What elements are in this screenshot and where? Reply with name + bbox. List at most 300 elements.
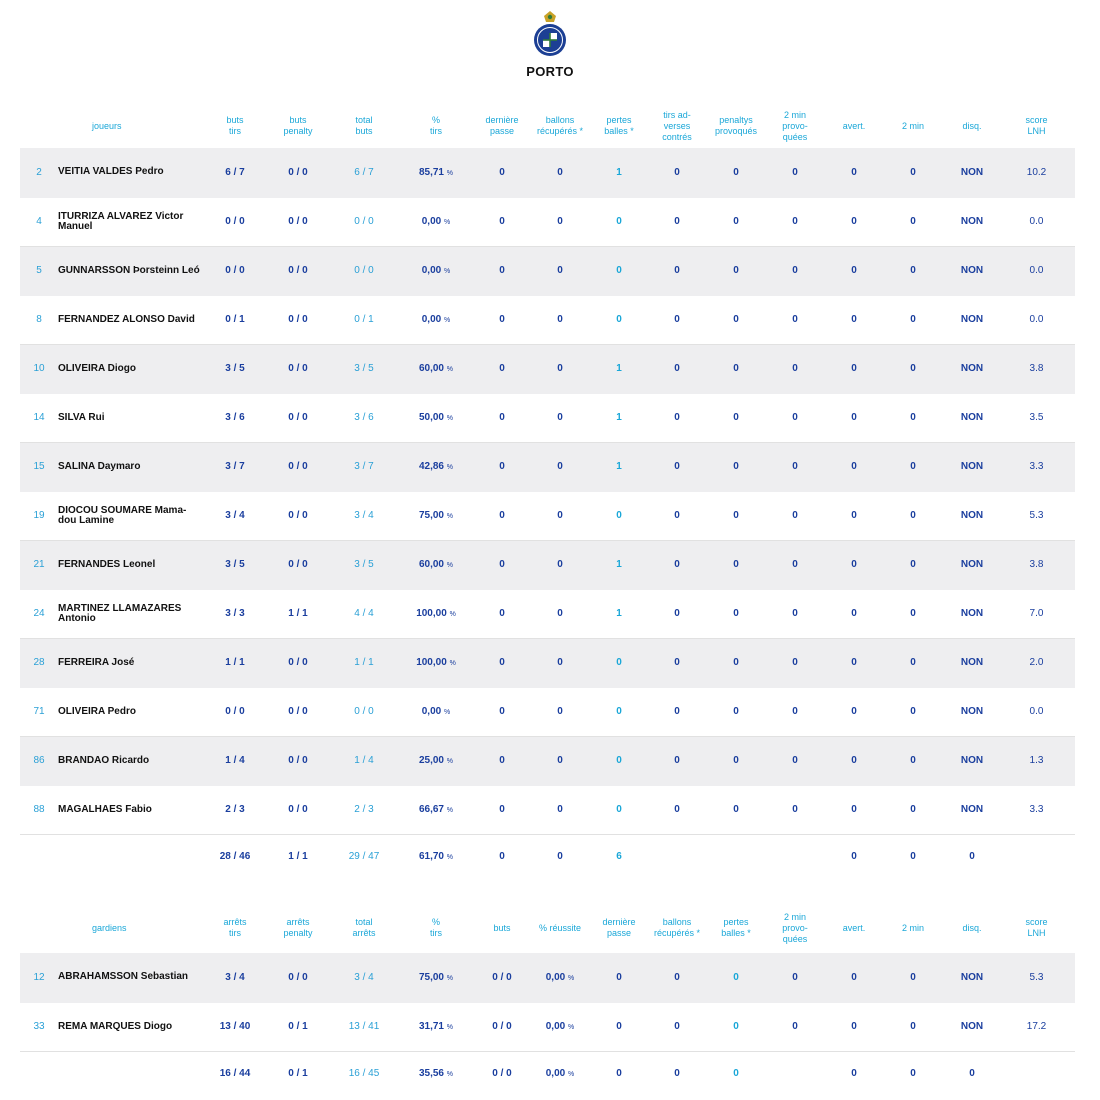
stat-score: 1.3 <box>998 736 1075 785</box>
stat-pct: 85,71 % <box>394 148 478 197</box>
player-number: 19 <box>20 491 58 540</box>
column-header: dernière passe <box>602 917 636 938</box>
stat-deux_min_prov: 0 <box>762 1002 828 1051</box>
stat-score: 0.0 <box>998 295 1075 344</box>
stat-ballons: 0 <box>644 953 710 1002</box>
stat-buts_penalty: 0 / 0 <box>262 197 334 246</box>
stat-derniere_passe: 0 <box>478 491 526 540</box>
total-buts_penalty: 1 / 1 <box>288 851 308 863</box>
column-header: buts penalty <box>283 115 313 136</box>
stat-pct: 31,71 % <box>394 1002 478 1051</box>
stat-pertes: 0 <box>594 736 644 785</box>
player-name: SILVA Rui <box>58 393 208 442</box>
column-header: tirs ad- verses contrés <box>662 109 692 142</box>
stat-penaltys: 0 <box>710 148 762 197</box>
stat-tirs_contres: 0 <box>644 736 710 785</box>
stat-tirs_contres: 0 <box>644 197 710 246</box>
player-number: 4 <box>20 197 58 246</box>
team-name: PORTO <box>526 64 574 79</box>
player-name: VEITIA VALDES Pedro <box>58 148 208 197</box>
column-header: 2 min <box>901 922 924 933</box>
stat-disq: NON <box>946 197 998 246</box>
percent-unit: % <box>446 854 454 862</box>
stat-derniere_passe: 0 <box>478 148 526 197</box>
percent-unit: % <box>446 807 454 814</box>
player-number: 33 <box>20 1002 58 1051</box>
player-number: 14 <box>20 393 58 442</box>
stat-disq: NON <box>946 246 998 295</box>
stat-penaltys: 0 <box>710 638 762 687</box>
stat-buts_penalty: 0 / 0 <box>262 393 334 442</box>
stat-avert: 0 <box>828 491 880 540</box>
stat-derniere_passe: 0 <box>478 442 526 491</box>
stat-score: 0.0 <box>998 246 1075 295</box>
column-header: 2 min <box>901 120 924 131</box>
total-deux_min_prov <box>762 1051 828 1096</box>
column-header: arrêts tirs <box>223 917 247 938</box>
percent-unit: % <box>449 611 456 618</box>
player-row <box>20 246 1075 295</box>
stat-arrets_penalty: 0 / 1 <box>262 1002 334 1051</box>
stat-deux_min_prov: 0 <box>762 638 828 687</box>
stat-disq: NON <box>946 491 998 540</box>
player-row <box>20 393 1075 442</box>
column-header: pertes balles * <box>721 917 751 938</box>
stat-penaltys: 0 <box>710 785 762 834</box>
player-name: FERNANDES Leonel <box>58 540 208 589</box>
stat-pct: 42,86 % <box>394 442 478 491</box>
stat-buts_penalty: 0 / 0 <box>262 736 334 785</box>
total-derniere_passe: 0 <box>499 851 505 863</box>
stat-tirs_contres: 0 <box>644 246 710 295</box>
stat-ballons: 0 <box>526 638 594 687</box>
team-header <box>0 10 1100 79</box>
stat-penaltys: 0 <box>710 246 762 295</box>
column-header: ballons récupérés * <box>536 115 584 136</box>
stat-ballons: 0 <box>526 687 594 736</box>
total-total_arrets: 16 / 45 <box>348 1068 380 1080</box>
stat-deux_min: 0 <box>880 246 946 295</box>
stat-pertes: 0 <box>594 491 644 540</box>
totals-spacer <box>20 1051 58 1096</box>
player-name: REMA MARQUES Diogo <box>58 1002 208 1051</box>
stat-buts_penalty: 0 / 0 <box>262 687 334 736</box>
player-number: 21 <box>20 540 58 589</box>
percent-unit: % <box>446 513 454 520</box>
stat-tirs_contres: 0 <box>644 148 710 197</box>
player-row <box>20 344 1075 393</box>
stat-total_buts: 0 / 0 <box>334 687 394 736</box>
stat-disq: NON <box>946 589 998 638</box>
stat-score: 5.3 <box>998 953 1075 1002</box>
stat-reussite: 0,00 % <box>526 953 594 1002</box>
total-buts_tirs: 28 / 46 <box>219 851 251 863</box>
player-number: 8 <box>20 295 58 344</box>
stat-disq: NON <box>946 393 998 442</box>
stat-deux_min: 0 <box>880 589 946 638</box>
totals-label <box>58 1051 208 1096</box>
stat-pct: 0,00 % <box>394 687 478 736</box>
stat-total_buts: 0 / 0 <box>334 246 394 295</box>
keeper-row <box>20 1002 1075 1051</box>
stat-ballons: 0 <box>526 344 594 393</box>
player-name: BRANDAO Ricardo <box>58 736 208 785</box>
stat-pct: 25,00 % <box>394 736 478 785</box>
percent-unit: % <box>446 974 454 982</box>
header-spacer <box>20 903 58 953</box>
stat-score: 5.3 <box>998 491 1075 540</box>
total-total_buts: 29 / 47 <box>348 851 380 863</box>
totals-spacer <box>20 834 58 879</box>
stat-deux_min: 0 <box>880 295 946 344</box>
stat-ballons: 0 <box>526 246 594 295</box>
percent-unit: % <box>446 562 454 569</box>
stat-buts_penalty: 0 / 0 <box>262 344 334 393</box>
stat-avert: 0 <box>828 197 880 246</box>
stat-total_buts: 0 / 1 <box>334 295 394 344</box>
column-header: total arrêts <box>352 917 376 938</box>
stat-derniere_passe: 0 <box>594 953 644 1002</box>
player-number: 28 <box>20 638 58 687</box>
totals-row <box>20 834 1075 879</box>
total-pertes: 0 <box>733 1068 739 1080</box>
stat-deux_min: 0 <box>880 1002 946 1051</box>
player-number: 86 <box>20 736 58 785</box>
stat-buts_tirs: 2 / 3 <box>208 785 262 834</box>
stat-avert: 0 <box>828 540 880 589</box>
stat-ballons: 0 <box>526 785 594 834</box>
stat-avert: 0 <box>828 589 880 638</box>
stat-buts_tirs: 3 / 7 <box>208 442 262 491</box>
stat-deux_min: 0 <box>880 687 946 736</box>
stat-buts_penalty: 0 / 0 <box>262 638 334 687</box>
column-header: buts <box>493 922 511 933</box>
total-tirs_contres <box>644 834 710 879</box>
player-number: 24 <box>20 589 58 638</box>
player-name: MARTINEZ LLAMAZARES Antonio <box>58 589 208 638</box>
stat-deux_min_prov: 0 <box>762 197 828 246</box>
column-header: % tirs <box>430 917 442 938</box>
total-pertes: 6 <box>616 851 622 863</box>
stat-penaltys: 0 <box>710 540 762 589</box>
stat-pct: 75,00 % <box>394 953 478 1002</box>
column-header: dernière passe <box>485 115 519 136</box>
stat-deux_min_prov: 0 <box>762 491 828 540</box>
stat-penaltys: 0 <box>710 491 762 540</box>
stat-avert: 0 <box>828 953 880 1002</box>
player-number: 15 <box>20 442 58 491</box>
total-reussite: 0,00 % <box>545 1068 575 1080</box>
stat-deux_min_prov: 0 <box>762 589 828 638</box>
stat-derniere_passe: 0 <box>478 246 526 295</box>
stat-buts_penalty: 0 / 0 <box>262 148 334 197</box>
stat-ballons: 0 <box>526 736 594 785</box>
stat-disq: NON <box>946 736 998 785</box>
column-header: score LNH <box>1025 115 1048 136</box>
stat-ballons: 0 <box>526 589 594 638</box>
stat-pertes: 1 <box>594 344 644 393</box>
percent-unit: % <box>568 1024 575 1031</box>
stat-deux_min_prov: 0 <box>762 953 828 1002</box>
stat-tirs_contres: 0 <box>644 540 710 589</box>
stat-deux_min: 0 <box>880 148 946 197</box>
player-row <box>20 442 1075 491</box>
total-derniere_passe: 0 <box>616 1068 622 1080</box>
stat-buts_tirs: 0 / 0 <box>208 687 262 736</box>
player-number: 5 <box>20 246 58 295</box>
stat-total_buts: 1 / 4 <box>334 736 394 785</box>
column-header: % réussite <box>538 922 582 933</box>
stat-deux_min_prov: 0 <box>762 442 828 491</box>
stat-avert: 0 <box>828 295 880 344</box>
column-header: gardiens <box>92 922 127 933</box>
percent-unit: % <box>446 1024 454 1031</box>
column-header: avert. <box>842 120 866 131</box>
stat-disq: NON <box>946 295 998 344</box>
stat-pct: 50,00 % <box>394 393 478 442</box>
stat-pct: 100,00 % <box>394 638 478 687</box>
stat-buts_tirs: 1 / 1 <box>208 638 262 687</box>
stat-ballons: 0 <box>526 491 594 540</box>
player-name: ITURRIZA ALVAREZ Victor Manuel <box>58 197 208 246</box>
stat-tirs_contres: 0 <box>644 344 710 393</box>
stat-deux_min: 0 <box>880 953 946 1002</box>
stat-buts_tirs: 0 / 1 <box>208 295 262 344</box>
player-row <box>20 148 1075 197</box>
stat-pertes: 1 <box>594 442 644 491</box>
stat-avert: 0 <box>828 736 880 785</box>
percent-unit: % <box>449 660 456 667</box>
stat-penaltys: 0 <box>710 687 762 736</box>
stat-avert: 0 <box>828 344 880 393</box>
stat-arrets_tirs: 13 / 40 <box>208 1002 262 1051</box>
column-header: penaltys provoqués <box>714 115 758 136</box>
stat-derniere_passe: 0 <box>478 540 526 589</box>
stat-disq: NON <box>946 540 998 589</box>
stat-deux_min: 0 <box>880 736 946 785</box>
stat-score: 2.0 <box>998 638 1075 687</box>
stat-derniere_passe: 0 <box>478 344 526 393</box>
stat-tirs_contres: 0 <box>644 442 710 491</box>
stat-penaltys: 0 <box>710 736 762 785</box>
stat-disq: NON <box>946 785 998 834</box>
percent-unit: % <box>446 1071 454 1079</box>
stat-deux_min_prov: 0 <box>762 295 828 344</box>
column-header: total buts <box>355 115 373 136</box>
stat-buts_tirs: 3 / 5 <box>208 344 262 393</box>
player-name: FERREIRA José <box>58 638 208 687</box>
stat-deux_min: 0 <box>880 442 946 491</box>
total-avert: 0 <box>851 851 857 863</box>
stat-disq: NON <box>946 442 998 491</box>
player-name: SALINA Daymaro <box>58 442 208 491</box>
stat-arrets_penalty: 0 / 0 <box>262 953 334 1002</box>
stat-pertes: 0 <box>594 687 644 736</box>
stat-avert: 0 <box>828 1002 880 1051</box>
stat-buts_penalty: 1 / 1 <box>262 589 334 638</box>
stat-buts_tirs: 1 / 4 <box>208 736 262 785</box>
total-ballons: 0 <box>674 1068 680 1080</box>
keeper-row <box>20 953 1075 1002</box>
stat-ballons: 0 <box>526 295 594 344</box>
stat-score: 3.8 <box>998 540 1075 589</box>
stat-deux_min_prov: 0 <box>762 785 828 834</box>
stat-avert: 0 <box>828 785 880 834</box>
stat-avert: 0 <box>828 393 880 442</box>
stat-pct: 0,00 % <box>394 197 478 246</box>
stat-total_arrets: 13 / 41 <box>334 1002 394 1051</box>
stat-pct: 0,00 % <box>394 246 478 295</box>
column-header: % tirs <box>430 115 442 136</box>
stat-pct: 75,00 % <box>394 491 478 540</box>
stat-pertes: 1 <box>594 589 644 638</box>
percent-unit: % <box>446 169 454 177</box>
player-name: ABRAHAMSSON Sebastian <box>58 953 208 1002</box>
porto-crest-icon <box>530 10 570 58</box>
stat-penaltys: 0 <box>710 589 762 638</box>
stat-ballons: 0 <box>526 197 594 246</box>
player-row <box>20 491 1075 540</box>
player-number: 10 <box>20 344 58 393</box>
stat-tirs_contres: 0 <box>644 687 710 736</box>
column-header: avert. <box>842 922 866 933</box>
stat-score: 17.2 <box>998 1002 1075 1051</box>
totals-label <box>58 834 208 879</box>
stat-derniere_passe: 0 <box>594 1002 644 1051</box>
stat-total_buts: 3 / 5 <box>334 540 394 589</box>
stat-score: 3.3 <box>998 442 1075 491</box>
stat-avert: 0 <box>828 246 880 295</box>
totals-row <box>20 1051 1075 1096</box>
column-header: pertes balles * <box>604 115 634 136</box>
column-header: 2 min provo- quées <box>782 911 808 944</box>
percent-unit: % <box>446 415 454 422</box>
stat-deux_min: 0 <box>880 197 946 246</box>
stat-derniere_passe: 0 <box>478 197 526 246</box>
stat-derniere_passe: 0 <box>478 393 526 442</box>
player-number: 12 <box>20 953 58 1002</box>
stat-deux_min: 0 <box>880 344 946 393</box>
players-table <box>20 104 1075 879</box>
player-row <box>20 295 1075 344</box>
percent-unit: % <box>568 974 575 982</box>
column-header: score LNH <box>1025 917 1048 938</box>
stat-tirs_contres: 0 <box>644 589 710 638</box>
stat-tirs_contres: 0 <box>644 295 710 344</box>
stat-score: 3.5 <box>998 393 1075 442</box>
stat-total_buts: 0 / 0 <box>334 197 394 246</box>
stat-buts_tirs: 3 / 4 <box>208 491 262 540</box>
stat-total_buts: 3 / 4 <box>334 491 394 540</box>
stat-deux_min_prov: 0 <box>762 246 828 295</box>
stat-penaltys: 0 <box>710 344 762 393</box>
stat-buts: 0 / 0 <box>478 953 526 1002</box>
stat-disq: NON <box>946 953 998 1002</box>
stat-avert: 0 <box>828 148 880 197</box>
stat-deux_min: 0 <box>880 491 946 540</box>
stat-pertes: 1 <box>594 148 644 197</box>
percent-unit: % <box>446 464 454 471</box>
stat-tirs_contres: 0 <box>644 638 710 687</box>
stat-score: 7.0 <box>998 589 1075 638</box>
stat-ballons: 0 <box>526 148 594 197</box>
column-header: joueurs <box>92 120 122 131</box>
stat-buts_penalty: 0 / 0 <box>262 246 334 295</box>
stat-deux_min_prov: 0 <box>762 393 828 442</box>
keepers-table <box>20 903 1075 1096</box>
total-disq: 0 <box>969 1068 975 1080</box>
total-pct: 61,70 % <box>418 851 454 863</box>
stat-buts_tirs: 0 / 0 <box>208 246 262 295</box>
total-arrets_tirs: 16 / 44 <box>219 1068 251 1080</box>
stat-deux_min_prov: 0 <box>762 148 828 197</box>
total-disq: 0 <box>969 851 975 863</box>
stat-deux_min_prov: 0 <box>762 687 828 736</box>
stat-score: 10.2 <box>998 148 1075 197</box>
stat-tirs_contres: 0 <box>644 393 710 442</box>
stat-pct: 0,00 % <box>394 295 478 344</box>
column-header: arrêts penalty <box>283 917 313 938</box>
stat-buts_tirs: 0 / 0 <box>208 197 262 246</box>
stat-penaltys: 0 <box>710 393 762 442</box>
stat-total_buts: 1 / 1 <box>334 638 394 687</box>
stat-buts_tirs: 3 / 5 <box>208 540 262 589</box>
stat-total_buts: 3 / 7 <box>334 442 394 491</box>
stat-disq: NON <box>946 687 998 736</box>
stat-tirs_contres: 0 <box>644 491 710 540</box>
stat-derniere_passe: 0 <box>478 295 526 344</box>
percent-unit: % <box>446 758 454 765</box>
stat-buts_tirs: 3 / 3 <box>208 589 262 638</box>
player-name: FERNANDEZ ALONSO David <box>58 295 208 344</box>
player-name: GUNNARSSON Þorsteinn Leó <box>58 246 208 295</box>
stat-buts_penalty: 0 / 0 <box>262 442 334 491</box>
stat-total_arrets: 3 / 4 <box>334 953 394 1002</box>
stat-ballons: 0 <box>526 442 594 491</box>
stat-buts_tirs: 6 / 7 <box>208 148 262 197</box>
total-arrets_penalty: 0 / 1 <box>288 1068 308 1080</box>
player-row <box>20 736 1075 785</box>
stat-derniere_passe: 0 <box>478 736 526 785</box>
stat-penaltys: 0 <box>710 197 762 246</box>
player-name: OLIVEIRA Diogo <box>58 344 208 393</box>
stat-deux_min_prov: 0 <box>762 540 828 589</box>
stat-score: 0.0 <box>998 687 1075 736</box>
stat-buts_penalty: 0 / 0 <box>262 295 334 344</box>
stat-pertes: 1 <box>594 540 644 589</box>
column-header: buts tirs <box>226 115 244 136</box>
stat-score: 0.0 <box>998 197 1075 246</box>
player-name: MAGALHAES Fabio <box>58 785 208 834</box>
stat-score: 3.3 <box>998 785 1075 834</box>
stat-ballons: 0 <box>526 393 594 442</box>
player-name: DIOCOU SOUMARE Mama-dou Lamine <box>58 491 208 540</box>
stat-buts_tirs: 3 / 6 <box>208 393 262 442</box>
stat-reussite: 0,00 % <box>526 1002 594 1051</box>
player-row <box>20 638 1075 687</box>
percent-unit: % <box>444 219 451 226</box>
stat-total_buts: 3 / 5 <box>334 344 394 393</box>
stat-buts: 0 / 0 <box>478 1002 526 1051</box>
stat-pertes: 1 <box>594 393 644 442</box>
stat-derniere_passe: 0 <box>478 687 526 736</box>
stat-pertes: 0 <box>594 197 644 246</box>
total-deux_min: 0 <box>910 851 916 863</box>
stat-pct: 60,00 % <box>394 540 478 589</box>
stat-arrets_tirs: 3 / 4 <box>208 953 262 1002</box>
percent-unit: % <box>444 268 451 275</box>
total-penaltys <box>710 834 762 879</box>
